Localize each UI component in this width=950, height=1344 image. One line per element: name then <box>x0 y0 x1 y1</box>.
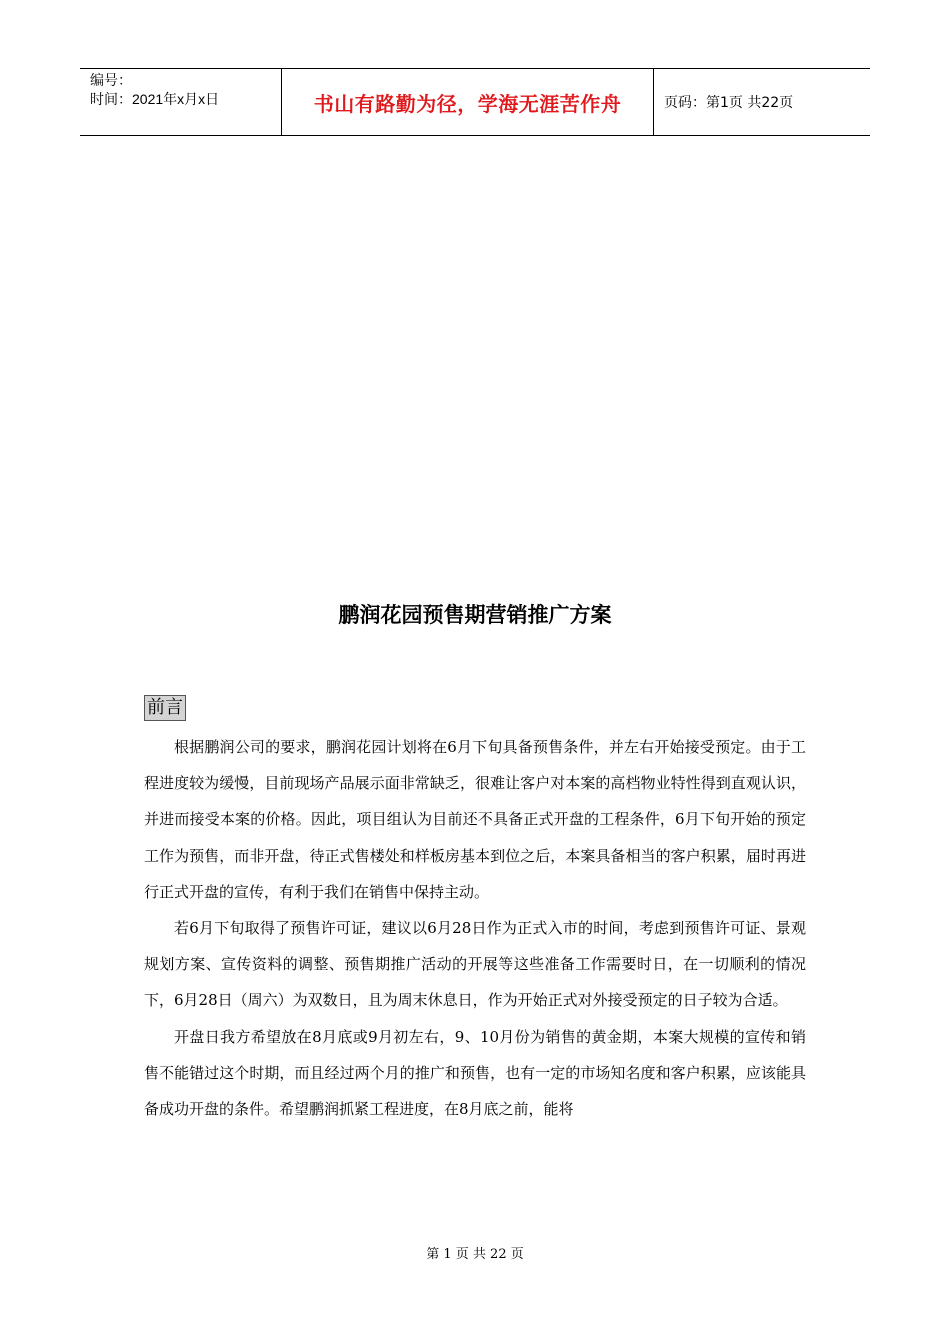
page-footer: 第 1 页 共 22 页 <box>426 1247 524 1262</box>
header-page-cell <box>654 69 870 135</box>
header-motto-cell <box>282 69 654 135</box>
section-heading-preface: 前言 <box>144 695 186 721</box>
document-time-label: 时间：2021年x月x日 <box>90 91 220 107</box>
body-paragraph: 若6月下旬取得了预售许可证，建议以6月28日作为正式入市的时间，考虑到预售许可证、景观规划方案、宣传资料的调整、预售期推广活动的开展等这些准备工作需要时日，在一切顺利的情况下，6月28日（周六）为双数日，且为周末休息日，作为开始正式对外接受预定的日子较为合适。 <box>144 919 806 1010</box>
document-body <box>144 729 806 1127</box>
body-paragraph: 开盘日我方希望放在8月底或9月初左右，9、10月份为销售的黄金期，本案大规模的宣传和销售不能错过这个时期，而且经过两个月的推广和预售，也有一定的市场知名度和客户积累，应该能具备成功开盘的条件。希望鹏润抓紧工程进度，在8月底之前，能将 <box>144 1027 806 1119</box>
header-meta-cell <box>80 69 282 135</box>
document-number-label: 编号： <box>90 72 132 88</box>
body-paragraph: 根据鹏润公司的要求，鹏润花园计划将在6月下旬具备预售条件，并左右开始接受预定。由于工程进度较为缓慢，目前现场产品展示面非常缺乏，很难让客户对本案的高档物业特性得到直观认识，并进而接受本案的价格。因此，项目组认为目前还不具备正式开盘的工程条件，6月下旬开始的预定工作为预售，而非开盘，待正式售楼处和样板房基本到位之后，本案具备相当的客户积累，届时再进行正式开盘的宣传，有利于我们在销售中保持主动。 <box>144 738 806 901</box>
header-motto: 书山有路勤为径，学海无涯苦作舟 <box>313 91 622 116</box>
header-page-info: 页码：第1页 共22页 <box>664 95 794 111</box>
page-header <box>80 68 870 136</box>
document-title: 鹏润花园预售期营销推广方案 <box>338 603 612 627</box>
